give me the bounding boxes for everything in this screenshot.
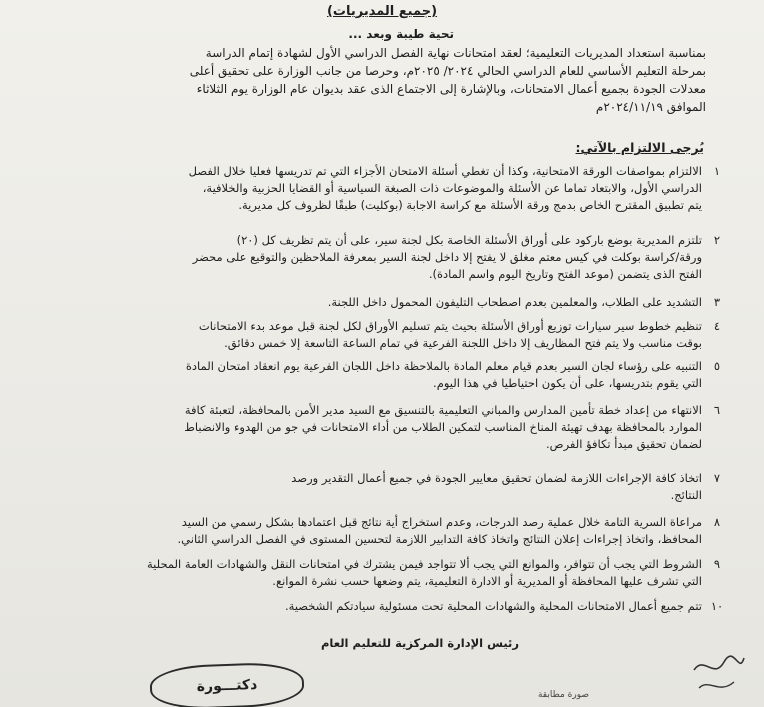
item-line: لضمان تحقيق مبدأ تكافؤ الفرص. <box>546 437 702 451</box>
item-line: التشديد على الطلاب، والمعلمين بعدم اصطحاب التليفون المحمول داخل اللجنة. <box>327 295 702 309</box>
item-line: المحافظ، واتخاذ إجراءات إعلان النتائج واتخاذ كافة التدابير اللازمة لتحسين المستوى في الفصل الدراسي الثاني. <box>177 532 702 546</box>
item-number: ١٠ <box>710 599 724 613</box>
item-line: ورقة/كراسة بوكلت في كيس معتم مغلق لا يفتح إلا داخل لجنة السير بمعرفة الملاحظين والتوقيع على محضر <box>192 250 702 264</box>
list-item <box>22 470 721 504</box>
intro-paragraph <box>16 44 706 116</box>
item-line: يتم تطبيق المقترح الخاص بدمج ورقة الأسئلة مع كراسة الاجابة (بوكليت) طبقًا لظروف كل مديرية. <box>238 198 702 212</box>
list-item <box>22 514 721 548</box>
list-item <box>22 294 721 311</box>
item-line: التي يقوم بتدريسها، على أن يكون احتياطيا في هذا اليوم. <box>433 376 702 390</box>
item-line: تتم جميع أعمال الامتحانات المحلية والشهادات المحلية تحت مسئولية سيادتكم الشخصية. <box>285 599 702 613</box>
item-line: تلتزم المديرية بوضع باركود على أوراق الأسئلة الخاصة بكل لجنة سير، على أن يتم تظريف كل (٢٠) <box>236 233 702 247</box>
list-item <box>22 318 721 352</box>
greeting: تحية طيبة وبعد ... <box>348 27 454 41</box>
list-item <box>22 163 721 214</box>
item-number: ٦ <box>713 403 721 417</box>
item-line: الشروط التي يجب أن تتوافر، والموانع التي يجب ألا تتواجد فيمن يشترك في امتحانات النقل والشهادات العامة المحلية <box>147 557 702 571</box>
item-number: ٩ <box>713 557 721 571</box>
item-line: تنظيم خطوط سير سيارات توزيع أوراق الأسئلة بحيث يتم تسليم الأوراق لكل لجنة قبل موعد بدء الامتحانات <box>198 319 702 333</box>
item-line: الالتزام بمواصفات الورقة الامتحانية، وكذا أن تغطي أسئلة الامتحان الأجزاء التي تم تدريسها فعليا خلال الفصل <box>188 164 702 178</box>
handwritten-signature-icon <box>689 650 749 700</box>
item-line: اتخاذ كافة الإجراءات اللازمة لضمان تحقيق معايير الجودة في جميع أعمال التقدير ورصد <box>291 471 702 485</box>
item-line: بوقت مناسب ولا يتم فتح المظاريف إلا داخل اللجنة الفرعية في تمام الساعة التاسعة إلا خمس دقائق. <box>224 336 702 350</box>
item-number: ٨ <box>713 515 721 529</box>
item-line: مراعاة السرية التامة خلال عملية رصد الدرجات، وعدم استخراج أية نتائج قبل اعتمادها بشكل رسمي من السيد <box>181 515 702 529</box>
item-number: ١ <box>713 164 721 178</box>
signatory-title: رئيس الإدارة المركزية للتعليم العام <box>320 636 519 650</box>
item-number: ٢ <box>713 233 721 247</box>
commitment-heading: يُرجى الالتزام بالآتي: <box>575 140 704 155</box>
intro-line: معدلات الجودة بجميع أعمال الامتحانات، وبالإشارة إلى الاجتماع الذى عقد بديوان عام الوزارة يوم الثلاثاء <box>196 82 706 96</box>
stamp-text: دكتـــورة <box>196 676 258 696</box>
item-line: الدراسي الأول، والابتعاد تماما عن الأسئلة والموضوعات ذات الصبغة السياسية أو القضايا الحزبية والخلافية، <box>202 181 702 195</box>
intro-line: بمرحلة التعليم الأساسي للعام الدراسي الحالي ٢٠٢٤/ ٢٠٢٥م، وحرصا من جانب الوزارة على تحقيق أعلى <box>189 64 706 78</box>
item-number: ٤ <box>713 319 721 333</box>
copy-note: صورة مطابقة <box>537 690 589 700</box>
list-item <box>22 556 721 590</box>
item-line: الفتح الذى يتضمن (موعد الفتح وتاريخ اليوم واسم المادة). <box>428 267 702 281</box>
item-line: الانتهاء من إعداد خطة تأمين المدارس والمباني التعليمية بالتنسيق مع السيد مدير الأمن بالمحافظة، لتعبئة كافة <box>184 403 702 417</box>
intro-line: بمناسبة استعداد المديريات التعليمية؛ لعقد امتحانات نهاية الفصل الدراسي الأول لشهادة إتمام الدراسة <box>205 46 706 60</box>
item-number: ٣ <box>713 295 721 309</box>
list-item <box>22 402 721 453</box>
item-number: ٥ <box>713 359 721 373</box>
item-number: ٧ <box>713 471 721 485</box>
list-item <box>22 598 724 615</box>
item-line: الموارد بالمحافظة بهدف تهيئة المناخ المناسب لتمكين الطلاب من أداء الامتحانات في جو من الهدوء والانضباط <box>184 420 702 434</box>
item-line: النتائج. <box>670 488 702 502</box>
list-item <box>22 232 721 283</box>
official-stamp <box>149 661 304 707</box>
recipient-line: (جميع المديريات) <box>326 4 438 19</box>
list-item <box>22 358 721 392</box>
item-line: التي تشرف عليها المحافظة أو المديرية أو الادارة التعليمية، يتم وضعها حسب نشرة الموانع. <box>272 574 702 588</box>
item-line: التنبيه على رؤساء لجان السير بعدم قيام معلم المادة بالملاحظة داخل اللجان الفرعية يوم انعقاد امتحان المادة <box>185 359 702 373</box>
intro-line: الموافق ٢٠٢٤/١١/١٩م <box>595 100 706 114</box>
